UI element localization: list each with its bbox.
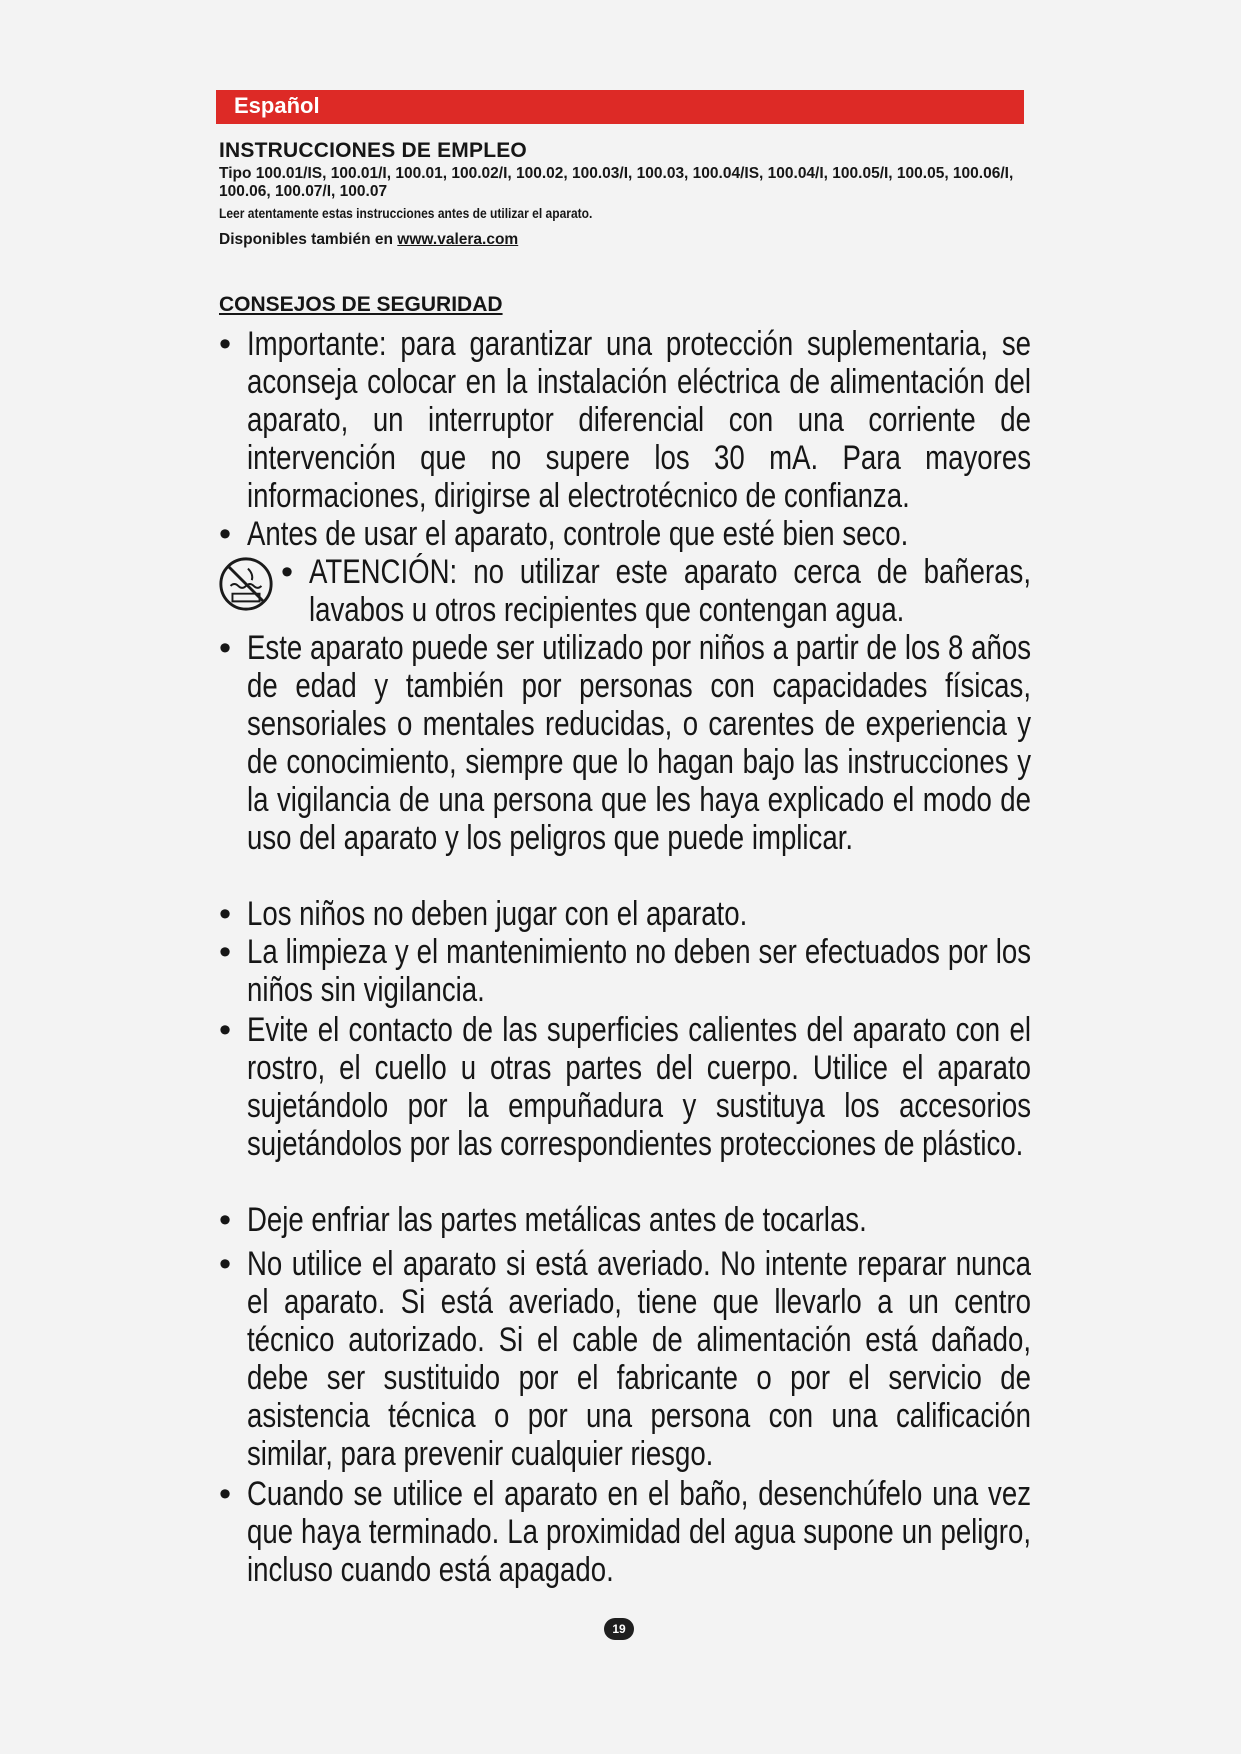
list-item-text: ATENCIÓN: no utilizar este aparato cerca de bañeras, lavabos u otros recipientes que contengan agua. (309, 553, 1031, 629)
list-item-text: Cuando se utilice el aparato en el baño, desenchúfelo una vez que haya terminado. La proximidad del agua supone un peligro, incluso cuando está apagado. (247, 1475, 1031, 1589)
bullet: • (219, 895, 232, 933)
list-item (219, 895, 1031, 933)
bullet: • (281, 553, 294, 591)
list-item (219, 629, 1031, 895)
availability-prefix: Disponibles también en (219, 231, 393, 248)
no-water-warning-icon (217, 555, 275, 613)
page-number: 19 (604, 1618, 634, 1640)
list-item-text: La limpieza y el mantenimiento no deben ser efectuados por los niños sin vigilancia. (247, 933, 1031, 1009)
list-item (219, 1011, 1031, 1201)
bullet: • (219, 1201, 232, 1239)
list-item (219, 1245, 1031, 1475)
bullet: • (219, 325, 232, 363)
list-item-text: Antes de usar el aparato, controle que esté bien seco. (247, 515, 909, 553)
bullet: • (219, 1475, 232, 1513)
document-title: INSTRUCCIONES DE EMPLEO (219, 139, 527, 162)
model-types: Tipo 100.01/IS, 100.01/I, 100.01, 100.02/I, 100.02, 100.03/I, 100.03, 100.04/IS, 100.04/I, 100.05/I, 100.05, 100.06/I, 100.06, 100.07/I, 100.07 (219, 165, 1014, 200)
list-item-text: Importante: para garantizar una protección suplementaria, se aconseja colocar en la instalación eléctrica de alimentación del aparato, un interruptor diferencial con una corriente de intervención que no supere los 30 mA. Para mayores informaciones, dirigirse al electrotécnico de confianza. (247, 325, 1031, 515)
list-item (219, 1201, 1031, 1245)
availability-note (219, 230, 1029, 250)
bullet: • (219, 1011, 232, 1049)
list-item-text: Evite el contacto de las superficies calientes del aparato con el rostro, el cuello u otras partes del cuerpo. Utilice el aparato sujetándolo por la empuñadura y sustituya los accesorios sujetándolos por las correspondientes protecciones de plástico. (247, 1011, 1031, 1163)
list-item (219, 515, 1031, 553)
list-item (219, 1475, 1031, 1589)
document-header (219, 138, 1029, 250)
safety-list (219, 325, 1031, 1589)
bullet: • (219, 933, 232, 971)
section-title: CONSEJOS DE SEGURIDAD (219, 293, 503, 316)
list-item-text: No utilice el aparato si está averiado. No intente reparar nunca el aparato. Si está averiado, tiene que llevarlo a un centro técnico autorizado. Si el cable de alimentación está dañado, debe ser sustituido por el fabricante o por el servicio de asistencia técnica o por una persona con una calificación similar, para prevenir cualquier riesgo. (247, 1245, 1031, 1473)
website-link[interactable]: www.valera.com (397, 231, 519, 248)
list-item (219, 325, 1031, 515)
list-item (219, 553, 1031, 629)
bullet: • (219, 629, 232, 667)
list-item-text: Los niños no deben jugar con el aparato. (247, 895, 748, 933)
language-label: Español (234, 93, 320, 118)
language-bar (216, 90, 1024, 124)
list-item (219, 933, 1031, 1011)
list-item-text: Deje enfriar las partes metálicas antes de tocarlas. (247, 1201, 867, 1239)
read-instructions-note: Leer atentamente estas instrucciones antes de utilizar el aparato. (219, 205, 593, 221)
bullet: • (219, 515, 232, 553)
list-item-text: Este aparato puede ser utilizado por niños a partir de los 8 años de edad y también por personas con capacidades físicas, sensoriales o mentales reducidas, o carentes de experiencia y de conocimiento, siempre que lo hagan bajo las instrucciones y la vigilancia de una persona que les haya explicado el modo de uso del aparato y los peligros que puede implicar. (247, 629, 1031, 857)
bullet: • (219, 1245, 232, 1283)
